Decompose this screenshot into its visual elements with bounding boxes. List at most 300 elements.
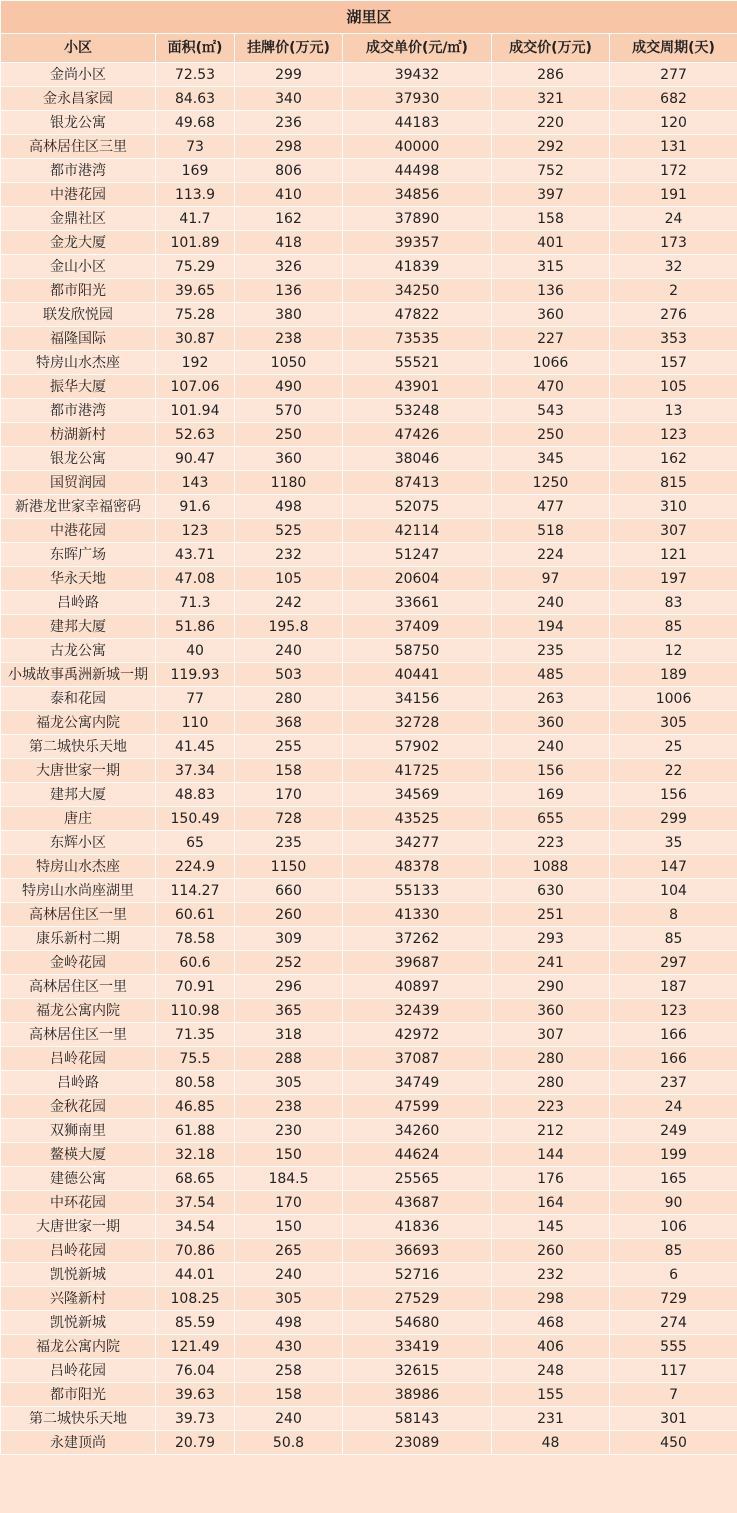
table-row (1, 255, 737, 279)
cell-community: 新港龙世家幸福密码 (1, 495, 156, 519)
table-row (1, 1215, 737, 1239)
cell-listing-price: 170 (235, 1191, 343, 1215)
cell-cycle: 172 (610, 159, 737, 183)
cell-community: 小城故事禹洲新城一期 (1, 663, 156, 687)
cell-unit-price: 37409 (343, 615, 492, 639)
cell-deal-price: 401 (492, 231, 610, 255)
cell-area: 20.79 (156, 1431, 235, 1455)
table-row (1, 399, 737, 423)
cell-cycle: 237 (610, 1071, 737, 1095)
cell-community: 金山小区 (1, 255, 156, 279)
table-row (1, 231, 737, 255)
cell-area: 84.63 (156, 87, 235, 111)
cell-listing-price: 158 (235, 759, 343, 783)
table-row (1, 1263, 737, 1287)
cell-cycle: 729 (610, 1287, 737, 1311)
cell-deal-price: 97 (492, 567, 610, 591)
cell-listing-price: 238 (235, 1095, 343, 1119)
cell-listing-price: 365 (235, 999, 343, 1023)
cell-listing-price: 1180 (235, 471, 343, 495)
cell-listing-price: 380 (235, 303, 343, 327)
cell-unit-price: 37930 (343, 87, 492, 111)
cell-deal-price: 224 (492, 543, 610, 567)
cell-unit-price: 37890 (343, 207, 492, 231)
cell-unit-price: 25565 (343, 1167, 492, 1191)
cell-deal-price: 290 (492, 975, 610, 999)
cell-deal-price: 176 (492, 1167, 610, 1191)
table-row (1, 567, 737, 591)
cell-community: 国贸润园 (1, 471, 156, 495)
cell-cycle: 32 (610, 255, 737, 279)
cell-area: 121.49 (156, 1335, 235, 1359)
cell-community: 特房山水杰座 (1, 855, 156, 879)
cell-cycle: 104 (610, 879, 737, 903)
cell-cycle: 166 (610, 1047, 737, 1071)
cell-listing-price: 288 (235, 1047, 343, 1071)
cell-community: 兴隆新村 (1, 1287, 156, 1311)
cell-community: 吕岭路 (1, 1071, 156, 1095)
cell-area: 47.08 (156, 567, 235, 591)
cell-cycle: 85 (610, 1239, 737, 1263)
cell-deal-price: 144 (492, 1143, 610, 1167)
cell-listing-price: 265 (235, 1239, 343, 1263)
table-row (1, 1047, 737, 1071)
cell-deal-price: 1250 (492, 471, 610, 495)
cell-community: 振华大厦 (1, 375, 156, 399)
cell-deal-price: 145 (492, 1215, 610, 1239)
cell-community: 金尚小区 (1, 63, 156, 87)
cell-listing-price: 305 (235, 1071, 343, 1095)
cell-community: 凯悦新城 (1, 1263, 156, 1287)
cell-cycle: 83 (610, 591, 737, 615)
cell-community: 联发欣悦园 (1, 303, 156, 327)
cell-unit-price: 44498 (343, 159, 492, 183)
cell-deal-price: 477 (492, 495, 610, 519)
cell-unit-price: 33419 (343, 1335, 492, 1359)
cell-cycle: 24 (610, 1095, 737, 1119)
cell-unit-price: 27529 (343, 1287, 492, 1311)
cell-area: 101.89 (156, 231, 235, 255)
cell-listing-price: 490 (235, 375, 343, 399)
col-header-community: 小区 (1, 34, 156, 63)
cell-cycle: 35 (610, 831, 737, 855)
cell-listing-price: 525 (235, 519, 343, 543)
cell-unit-price: 40897 (343, 975, 492, 999)
cell-listing-price: 326 (235, 255, 343, 279)
cell-community: 第二城快乐天地 (1, 735, 156, 759)
cell-deal-price: 655 (492, 807, 610, 831)
cell-area: 52.63 (156, 423, 235, 447)
cell-unit-price: 32728 (343, 711, 492, 735)
cell-cycle: 25 (610, 735, 737, 759)
cell-cycle: 173 (610, 231, 737, 255)
cell-listing-price: 258 (235, 1359, 343, 1383)
cell-unit-price: 43687 (343, 1191, 492, 1215)
cell-area: 46.85 (156, 1095, 235, 1119)
cell-cycle: 301 (610, 1407, 737, 1431)
cell-listing-price: 280 (235, 687, 343, 711)
cell-area: 72.53 (156, 63, 235, 87)
cell-area: 34.54 (156, 1215, 235, 1239)
cell-cycle: 187 (610, 975, 737, 999)
cell-listing-price: 236 (235, 111, 343, 135)
table-row (1, 423, 737, 447)
cell-cycle: 249 (610, 1119, 737, 1143)
table-row (1, 207, 737, 231)
cell-deal-price: 169 (492, 783, 610, 807)
cell-area: 90.47 (156, 447, 235, 471)
cell-area: 60.61 (156, 903, 235, 927)
cell-community: 特房山水尚座湖里 (1, 879, 156, 903)
cell-unit-price: 38046 (343, 447, 492, 471)
cell-area: 61.88 (156, 1119, 235, 1143)
cell-listing-price: 498 (235, 495, 343, 519)
cell-area: 70.91 (156, 975, 235, 999)
cell-unit-price: 34250 (343, 279, 492, 303)
cell-area: 37.34 (156, 759, 235, 783)
cell-cycle: 120 (610, 111, 737, 135)
cell-deal-price: 232 (492, 1263, 610, 1287)
cell-unit-price: 39357 (343, 231, 492, 255)
table-row (1, 159, 737, 183)
cell-unit-price: 41839 (343, 255, 492, 279)
cell-unit-price: 58750 (343, 639, 492, 663)
cell-listing-price: 240 (235, 1263, 343, 1287)
cell-cycle: 123 (610, 999, 737, 1023)
table-row (1, 495, 737, 519)
table-row (1, 303, 737, 327)
table-row (1, 447, 737, 471)
table-row (1, 831, 737, 855)
cell-cycle: 22 (610, 759, 737, 783)
cell-unit-price: 34569 (343, 783, 492, 807)
cell-unit-price: 43525 (343, 807, 492, 831)
cell-listing-price: 170 (235, 783, 343, 807)
cell-unit-price: 41725 (343, 759, 492, 783)
cell-unit-price: 52075 (343, 495, 492, 519)
cell-unit-price: 36693 (343, 1239, 492, 1263)
cell-deal-price: 250 (492, 423, 610, 447)
cell-community: 鳌楧大厦 (1, 1143, 156, 1167)
cell-cycle: 162 (610, 447, 737, 471)
table-row (1, 639, 737, 663)
cell-deal-price: 485 (492, 663, 610, 687)
cell-deal-price: 518 (492, 519, 610, 543)
cell-community: 特房山水杰座 (1, 351, 156, 375)
cell-listing-price: 298 (235, 135, 343, 159)
cell-deal-price: 223 (492, 1095, 610, 1119)
table-row (1, 63, 737, 87)
cell-cycle: 6 (610, 1263, 737, 1287)
cell-area: 73 (156, 135, 235, 159)
cell-cycle: 165 (610, 1167, 737, 1191)
cell-cycle: 131 (610, 135, 737, 159)
cell-unit-price: 40441 (343, 663, 492, 687)
cell-community: 吕岭花园 (1, 1239, 156, 1263)
cell-area: 75.29 (156, 255, 235, 279)
cell-area: 71.3 (156, 591, 235, 615)
cell-deal-price: 240 (492, 735, 610, 759)
cell-community: 银龙公寓 (1, 447, 156, 471)
cell-unit-price: 43901 (343, 375, 492, 399)
cell-community: 高林居住区一里 (1, 1023, 156, 1047)
cell-unit-price: 44624 (343, 1143, 492, 1167)
cell-listing-price: 238 (235, 327, 343, 351)
cell-cycle: 189 (610, 663, 737, 687)
cell-area: 123 (156, 519, 235, 543)
cell-listing-price: 806 (235, 159, 343, 183)
table-row (1, 855, 737, 879)
table-row (1, 1143, 737, 1167)
cell-deal-price: 241 (492, 951, 610, 975)
cell-community: 康乐新村二期 (1, 927, 156, 951)
cell-community: 东辉小区 (1, 831, 156, 855)
cell-cycle: 815 (610, 471, 737, 495)
table-body (1, 63, 737, 1455)
cell-area: 107.06 (156, 375, 235, 399)
cell-unit-price: 47599 (343, 1095, 492, 1119)
table-row (1, 615, 737, 639)
cell-unit-price: 58143 (343, 1407, 492, 1431)
table-row (1, 975, 737, 999)
cell-cycle: 123 (610, 423, 737, 447)
cell-listing-price: 728 (235, 807, 343, 831)
cell-listing-price: 240 (235, 1407, 343, 1431)
cell-area: 43.71 (156, 543, 235, 567)
cell-area: 80.58 (156, 1071, 235, 1095)
cell-community: 双狮南里 (1, 1119, 156, 1143)
table-row (1, 327, 737, 351)
cell-cycle: 85 (610, 927, 737, 951)
cell-deal-price: 194 (492, 615, 610, 639)
cell-listing-price: 240 (235, 639, 343, 663)
cell-community: 都市港湾 (1, 159, 156, 183)
cell-cycle: 297 (610, 951, 737, 975)
cell-cycle: 105 (610, 375, 737, 399)
cell-listing-price: 299 (235, 63, 343, 87)
cell-listing-price: 230 (235, 1119, 343, 1143)
cell-community: 福龙公寓内院 (1, 711, 156, 735)
cell-cycle: 276 (610, 303, 737, 327)
cell-listing-price: 418 (235, 231, 343, 255)
cell-area: 44.01 (156, 1263, 235, 1287)
cell-listing-price: 309 (235, 927, 343, 951)
cell-unit-price: 20604 (343, 567, 492, 591)
cell-area: 110 (156, 711, 235, 735)
cell-community: 建德公寓 (1, 1167, 156, 1191)
cell-deal-price: 321 (492, 87, 610, 111)
cell-listing-price: 410 (235, 183, 343, 207)
cell-cycle: 12 (610, 639, 737, 663)
cell-cycle: 199 (610, 1143, 737, 1167)
cell-listing-price: 430 (235, 1335, 343, 1359)
cell-listing-price: 242 (235, 591, 343, 615)
cell-unit-price: 39432 (343, 63, 492, 87)
cell-deal-price: 360 (492, 303, 610, 327)
cell-deal-price: 248 (492, 1359, 610, 1383)
table-row (1, 1119, 737, 1143)
cell-area: 60.6 (156, 951, 235, 975)
cell-community: 金永昌家园 (1, 87, 156, 111)
cell-cycle: 274 (610, 1311, 737, 1335)
cell-unit-price: 41330 (343, 903, 492, 927)
cell-area: 32.18 (156, 1143, 235, 1167)
table-row (1, 783, 737, 807)
cell-area: 75.28 (156, 303, 235, 327)
cell-community: 都市港湾 (1, 399, 156, 423)
cell-unit-price: 47822 (343, 303, 492, 327)
cell-deal-price: 280 (492, 1047, 610, 1071)
table-row (1, 663, 737, 687)
cell-area: 40 (156, 639, 235, 663)
cell-unit-price: 34277 (343, 831, 492, 855)
table-row (1, 1431, 737, 1455)
cell-area: 65 (156, 831, 235, 855)
cell-deal-price: 360 (492, 711, 610, 735)
table-row (1, 1023, 737, 1047)
cell-listing-price: 503 (235, 663, 343, 687)
cell-deal-price: 360 (492, 999, 610, 1023)
cell-area: 49.68 (156, 111, 235, 135)
table-row (1, 1167, 737, 1191)
cell-listing-price: 136 (235, 279, 343, 303)
cell-listing-price: 232 (235, 543, 343, 567)
cell-unit-price: 41836 (343, 1215, 492, 1239)
table-row (1, 519, 737, 543)
cell-deal-price: 220 (492, 111, 610, 135)
cell-listing-price: 184.5 (235, 1167, 343, 1191)
cell-cycle: 121 (610, 543, 737, 567)
cell-deal-price: 1066 (492, 351, 610, 375)
cell-listing-price: 158 (235, 1383, 343, 1407)
table-row (1, 687, 737, 711)
cell-cycle: 157 (610, 351, 737, 375)
cell-area: 41.45 (156, 735, 235, 759)
cell-area: 91.6 (156, 495, 235, 519)
col-header-listing-price: 挂牌价(万元) (235, 34, 343, 63)
table-row (1, 471, 737, 495)
cell-cycle: 7 (610, 1383, 737, 1407)
cell-deal-price: 406 (492, 1335, 610, 1359)
cell-listing-price: 235 (235, 831, 343, 855)
cell-cycle: 353 (610, 327, 737, 351)
cell-unit-price: 54680 (343, 1311, 492, 1335)
cell-deal-price: 240 (492, 591, 610, 615)
cell-community: 金龙大厦 (1, 231, 156, 255)
table-row (1, 1335, 737, 1359)
cell-deal-price: 227 (492, 327, 610, 351)
cell-listing-price: 305 (235, 1287, 343, 1311)
cell-deal-price: 543 (492, 399, 610, 423)
cell-area: 75.5 (156, 1047, 235, 1071)
cell-unit-price: 57902 (343, 735, 492, 759)
cell-cycle: 13 (610, 399, 737, 423)
cell-community: 唐庄 (1, 807, 156, 831)
cell-deal-price: 251 (492, 903, 610, 927)
cell-deal-price: 231 (492, 1407, 610, 1431)
cell-unit-price: 42972 (343, 1023, 492, 1047)
cell-unit-price: 32439 (343, 999, 492, 1023)
cell-listing-price: 255 (235, 735, 343, 759)
cell-unit-price: 32615 (343, 1359, 492, 1383)
table-row (1, 999, 737, 1023)
cell-area: 30.87 (156, 327, 235, 351)
cell-listing-price: 660 (235, 879, 343, 903)
table-row (1, 1311, 737, 1335)
cell-cycle: 197 (610, 567, 737, 591)
cell-area: 85.59 (156, 1311, 235, 1335)
cell-deal-price: 260 (492, 1239, 610, 1263)
table-row (1, 591, 737, 615)
cell-community: 古龙公寓 (1, 639, 156, 663)
table-title: 湖里区 (1, 1, 737, 34)
cell-unit-price: 38986 (343, 1383, 492, 1407)
cell-deal-price: 136 (492, 279, 610, 303)
cell-area: 224.9 (156, 855, 235, 879)
table-row (1, 111, 737, 135)
cell-unit-price: 73535 (343, 327, 492, 351)
cell-area: 37.54 (156, 1191, 235, 1215)
cell-area: 150.49 (156, 807, 235, 831)
cell-unit-price: 34260 (343, 1119, 492, 1143)
cell-cycle: 1006 (610, 687, 737, 711)
cell-cycle: 682 (610, 87, 737, 111)
cell-deal-price: 307 (492, 1023, 610, 1047)
cell-area: 143 (156, 471, 235, 495)
cell-deal-price: 292 (492, 135, 610, 159)
cell-cycle: 106 (610, 1215, 737, 1239)
cell-listing-price: 105 (235, 567, 343, 591)
table-row (1, 1359, 737, 1383)
cell-unit-price: 55133 (343, 879, 492, 903)
cell-community: 中环花园 (1, 1191, 156, 1215)
cell-unit-price: 39687 (343, 951, 492, 975)
table-row (1, 1239, 737, 1263)
cell-community: 建邦大厦 (1, 783, 156, 807)
cell-deal-price: 235 (492, 639, 610, 663)
cell-deal-price: 286 (492, 63, 610, 87)
cell-community: 金鼎社区 (1, 207, 156, 231)
cell-community: 第二城快乐天地 (1, 1407, 156, 1431)
cell-listing-price: 150 (235, 1215, 343, 1239)
cell-cycle: 310 (610, 495, 737, 519)
cell-area: 77 (156, 687, 235, 711)
table-row (1, 1191, 737, 1215)
cell-cycle: 305 (610, 711, 737, 735)
cell-unit-price: 48378 (343, 855, 492, 879)
cell-community: 中港花园 (1, 183, 156, 207)
cell-area: 169 (156, 159, 235, 183)
cell-area: 39.65 (156, 279, 235, 303)
cell-unit-price: 47426 (343, 423, 492, 447)
cell-community: 吕岭路 (1, 591, 156, 615)
cell-cycle: 191 (610, 183, 737, 207)
cell-community: 高林居住区三里 (1, 135, 156, 159)
col-header-unit-price: 成交单价(元/㎡) (343, 34, 492, 63)
cell-deal-price: 298 (492, 1287, 610, 1311)
cell-area: 76.04 (156, 1359, 235, 1383)
cell-deal-price: 293 (492, 927, 610, 951)
cell-community: 东晖广场 (1, 543, 156, 567)
cell-community: 福龙公寓内院 (1, 999, 156, 1023)
cell-community: 永建顶尚 (1, 1431, 156, 1455)
cell-deal-price: 468 (492, 1311, 610, 1335)
table-row (1, 1287, 737, 1311)
cell-listing-price: 1050 (235, 351, 343, 375)
cell-community: 枋湖新村 (1, 423, 156, 447)
cell-community: 凯悦新城 (1, 1311, 156, 1335)
cell-unit-price: 42114 (343, 519, 492, 543)
